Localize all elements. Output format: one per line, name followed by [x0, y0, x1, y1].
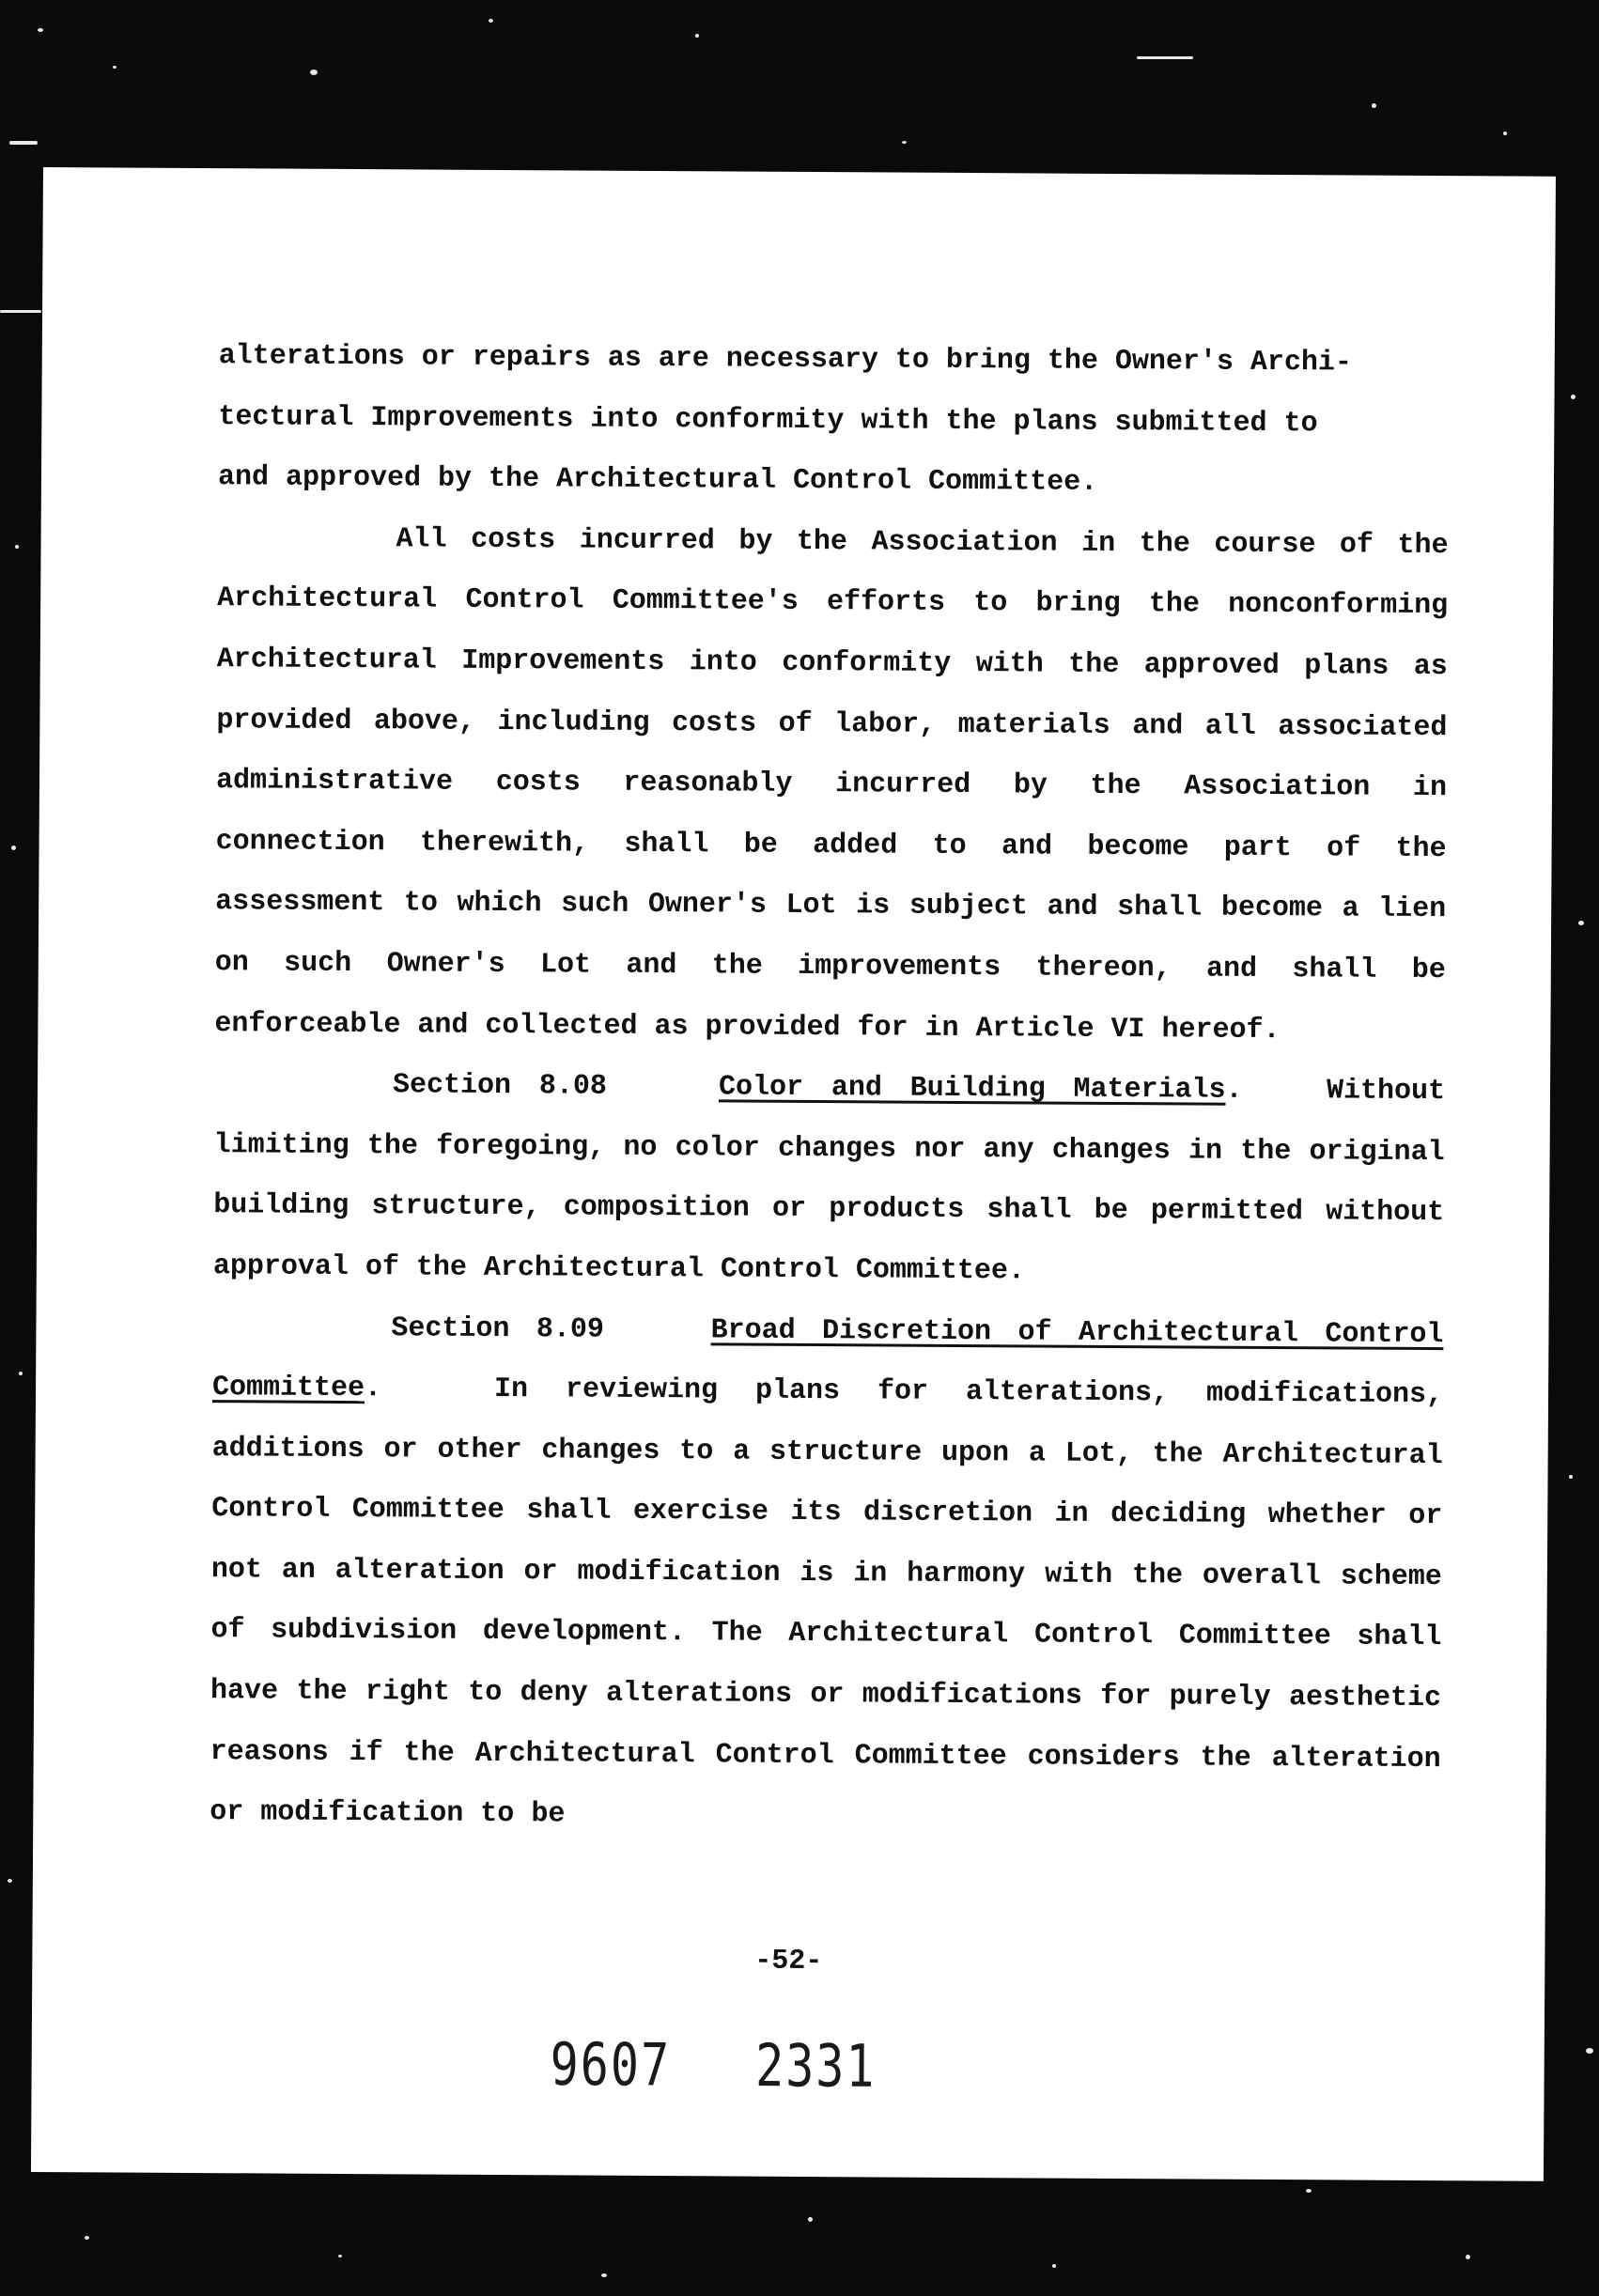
page-number: -52- [754, 1945, 823, 1978]
section-text: In reviewing plans for alterations, modifications, additions or other changes to a structure upon a Lot, the Architectural Control Committee shall exercise its discretion in deciding whether or not an alteration or modification is in harmony with the overall scheme of subdivision development. The Architectural Control Committee shall have the right to deny alterations or modifications for purely aesthetic reasons if the Architectural Control Committee considers the alteration or modification to be [210, 1373, 1444, 1831]
section-number: Section 8.08 [392, 1069, 607, 1103]
paragraph-line: alterations or repairs as are necessary to bring the Owner's Archi- [218, 340, 1353, 380]
stamp-right: 2331 [754, 2031, 877, 2101]
paragraph-costs: All costs incurred by the Association in the course of the Architectural Control Committee's efforts to bring the nonconforming Architectural Improvements into conformity with the approved plans as provided above, including costs of labor, materials and all associated administrative costs reasonably incurred by the Association in connection therewith, shall be added to and become part of the assessment to which such Owner's Lot is subject and shall become a lien on such Owner's Lot and the improvements thereon, and shall be enforceable and collected as provided for in Article VI hereof. [214, 523, 1449, 1047]
paragraph-continuation [218, 326, 1450, 516]
section-heading: Broad Discretion of Architectural Control Committee [211, 1313, 1444, 1405]
section-8-09: Section 8.09 Broad Discretion of Architectural Control Committee. In reviewing plans for alterations, modifications, additions or other changes to a structure upon a Lot, the Architectural Control Committee shall exercise its discretion in deciding whether or not an alteration or modification is in harmony with the overall scheme of subdivision development. The Architectural Control Committee shall have the right to deny alterations or modifications for purely aesthetic reasons if the Architectural Control Committee considers the alteration or modification to be [210, 1311, 1444, 1831]
section-8-08: Section 8.08 Color and Building Materials. Without limiting the foregoing, no color changes nor any changes in the original building structure, composition or products shall be permitted without approval of the Architectural Control Committee. [212, 1069, 1446, 1288]
section-heading: Color and Building Materials [718, 1071, 1226, 1107]
section-number: Section 8.09 [391, 1311, 605, 1346]
paragraph-line: tectural Improvements into conformity with the plans submitted to [218, 400, 1318, 440]
document-page [31, 167, 1556, 2181]
stamp-left: 9607 [550, 2030, 672, 2100]
section-text: Without limiting the foregoing, no color changes nor any changes in the original building structure, composition or products shall be permitted without approval of the Architectural Control Committee. [212, 1075, 1446, 1288]
document-body [210, 326, 1450, 1851]
paragraph-line: and approved by the Architectural Control Committee. [217, 461, 1098, 500]
document-stamp [550, 2030, 876, 2101]
